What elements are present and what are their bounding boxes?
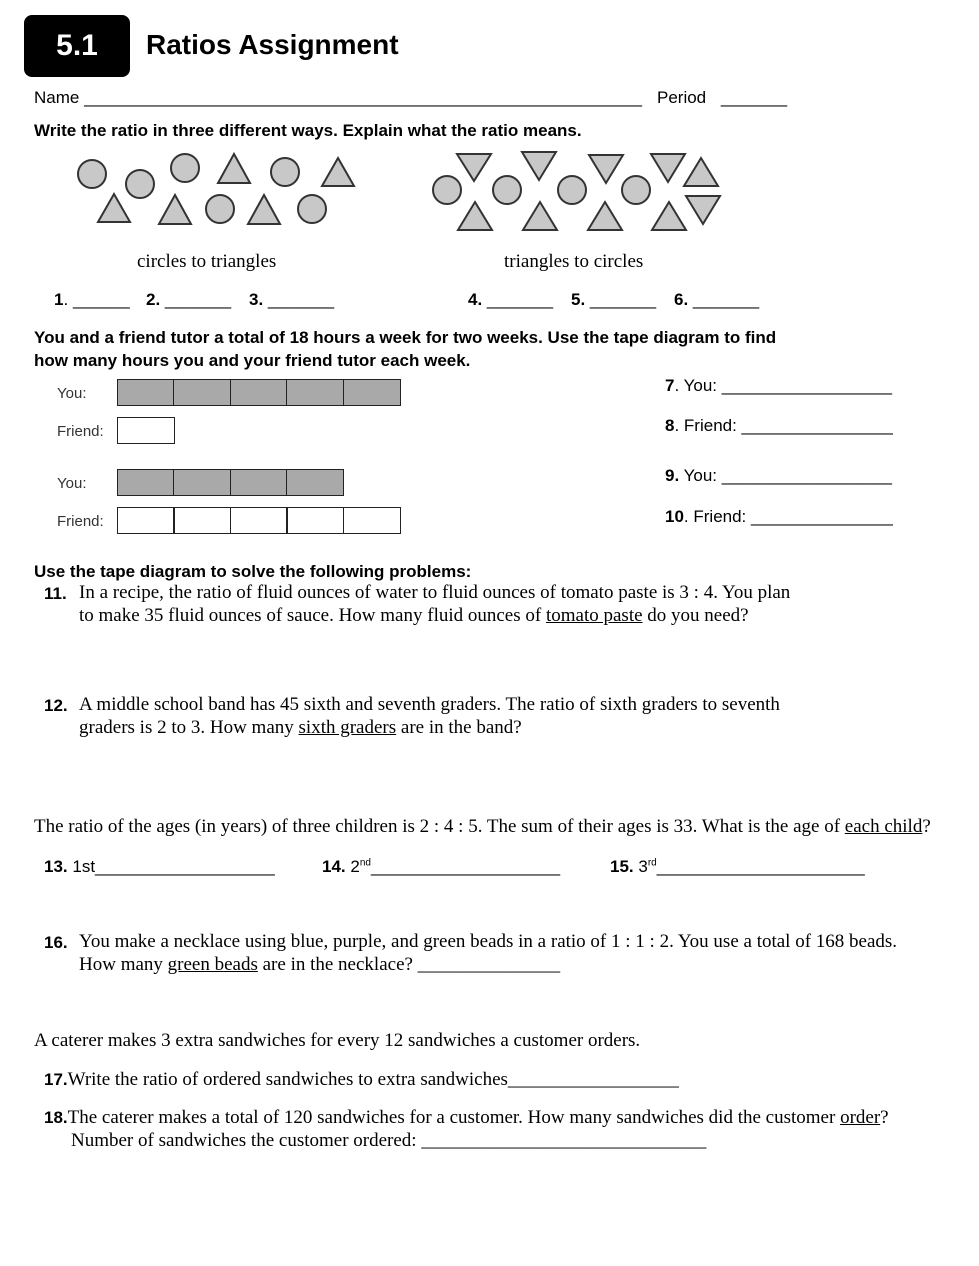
q17-num: 17. xyxy=(44,1070,68,1089)
q17[interactable] xyxy=(44,1069,679,1091)
tape-unit xyxy=(343,507,401,534)
part1-instruction: Write the ratio in three different ways. Explain what the ratio means. xyxy=(34,121,582,140)
q15-pre: 3 xyxy=(633,857,648,876)
ages-post: ? xyxy=(922,816,931,837)
triangle-shape xyxy=(457,154,491,181)
answer-6-num: 6. xyxy=(674,290,689,309)
ages-prompt xyxy=(34,816,931,838)
q12-line2 xyxy=(79,717,522,739)
q12-line2-pre: graders is 2 to 3. How many xyxy=(79,717,299,738)
q9-num: 9. xyxy=(665,466,680,485)
q15-post: ______________________ xyxy=(656,857,865,876)
q8-num: 8 xyxy=(665,416,675,435)
tape1-you xyxy=(118,379,401,406)
answer-1 xyxy=(54,290,130,310)
tape2-friend-label: Friend: xyxy=(57,513,104,530)
answer-5-blank[interactable]: _______ xyxy=(589,290,657,309)
q12-line2-underlined: sixth graders xyxy=(298,717,397,738)
answer-4 xyxy=(468,290,553,310)
tape-unit xyxy=(117,379,175,406)
answer-4-blank[interactable]: _______ xyxy=(486,290,554,309)
circle-shape xyxy=(171,154,199,182)
tape-unit xyxy=(286,507,344,534)
circle-shape xyxy=(622,176,650,204)
q8[interactable] xyxy=(665,416,893,436)
q16-line2 xyxy=(79,954,560,976)
triangle-shape xyxy=(98,194,130,222)
triangle-shape xyxy=(248,195,280,224)
tape2-you-label: You: xyxy=(57,475,87,492)
q14[interactable] xyxy=(322,857,560,877)
ages-pre: The ratio of the ages (in years) of three children is 2 : 4 : 5. The sum of their ages is 33. What is the age of xyxy=(34,816,845,837)
tape-unit xyxy=(117,469,175,496)
q15[interactable] xyxy=(610,857,865,877)
q14-sup: nd xyxy=(359,857,371,869)
triangle-shape xyxy=(322,158,354,186)
q13[interactable] xyxy=(44,857,275,877)
ages-underlined: each child xyxy=(844,816,923,837)
q14-post: ____________________ xyxy=(370,857,561,876)
answer-2-num: 2. xyxy=(146,290,161,309)
answer-6 xyxy=(674,290,759,310)
answer-3-num: 3. xyxy=(249,290,264,309)
triangle-shape xyxy=(522,152,556,180)
q11-line2-underlined: tomato paste xyxy=(545,605,643,626)
triangle-shape xyxy=(684,158,718,186)
triangle-shape xyxy=(159,195,191,224)
name-label: Name xyxy=(34,88,80,107)
q15-num: 15. xyxy=(610,857,634,876)
answer-1-num: 1 xyxy=(54,290,64,309)
answer-4-num: 4. xyxy=(468,290,483,309)
triangle-shape xyxy=(218,154,250,183)
answer-5 xyxy=(571,290,656,310)
tape-unit xyxy=(343,379,401,406)
page-title: Ratios Assignment xyxy=(146,29,399,60)
name-blank[interactable]: ___________________________________________________________ xyxy=(84,88,642,107)
tape-unit xyxy=(117,507,175,534)
q18-num: 18. xyxy=(44,1108,68,1127)
triangle-shape xyxy=(651,154,685,182)
circle-shape xyxy=(558,176,586,204)
caterer-prompt: A caterer makes 3 extra sandwiches for every 12 sandwiches a customer orders. xyxy=(34,1030,641,1051)
tape1-friend-label: Friend: xyxy=(57,423,104,440)
part3-instruction: Use the tape diagram to solve the following problems: xyxy=(34,562,472,581)
circle-shape xyxy=(271,158,299,186)
q15-sup: rd xyxy=(647,857,657,869)
q12-num: 12. xyxy=(44,696,68,715)
q14-pre: 2 xyxy=(345,857,360,876)
q18-line1 xyxy=(44,1107,889,1129)
q18-line1-underlined: order xyxy=(840,1107,881,1128)
q7[interactable] xyxy=(665,376,892,396)
tape-unit xyxy=(173,507,231,534)
tape2-you xyxy=(118,469,344,496)
tape-unit xyxy=(286,379,344,406)
q13-num: 13. xyxy=(44,857,68,876)
q7-text: . You: __________________ xyxy=(674,376,892,395)
q16-line1: You make a necklace using blue, purple, and green beads in a ratio of 1 : 1 : 2. You use a total of 168 beads. xyxy=(79,931,898,952)
circle-shape xyxy=(206,195,234,223)
period-blank[interactable]: _______ xyxy=(720,88,788,107)
q10[interactable] xyxy=(665,507,893,527)
q12-line1: A middle school band has 45 sixth and seventh graders. The ratio of sixth graders to seventh xyxy=(79,694,780,715)
caption-right: triangles to circles xyxy=(504,251,644,272)
circle-shape xyxy=(298,195,326,223)
tape1-friend xyxy=(118,417,175,444)
shapes-figure xyxy=(0,0,979,250)
tape-unit xyxy=(173,469,231,496)
answer-1-sep: . xyxy=(63,290,69,309)
q11-line2 xyxy=(79,605,749,627)
circle-shape xyxy=(493,176,521,204)
q18-line1-post: ? xyxy=(880,1107,889,1128)
q16-line2-pre: How many xyxy=(79,954,168,975)
circle-shape xyxy=(126,170,154,198)
tape-unit xyxy=(286,469,344,496)
q18-line1-pre: The caterer makes a total of 120 sandwiches for a customer. How many sandwiches did the customer xyxy=(67,1107,841,1128)
q13-text: 1st___________________ xyxy=(67,857,275,876)
triangle-shape xyxy=(523,202,557,230)
tape-unit xyxy=(173,379,231,406)
q9[interactable] xyxy=(665,466,892,486)
answer-5-num: 5. xyxy=(571,290,586,309)
q14-num: 14. xyxy=(322,857,346,876)
q8-text: . Friend: ________________ xyxy=(674,416,893,435)
q11-line2-pre: to make 35 fluid ounces of sauce. How many fluid ounces of xyxy=(79,605,546,626)
q10-num: 10 xyxy=(665,507,684,526)
q9-text: You: __________________ xyxy=(679,466,892,485)
q16-line2-underlined: green beads xyxy=(167,954,258,975)
part2-instruction-1: You and a friend tutor a total of 18 hours a week for two weeks. Use the tape diagram to find xyxy=(34,328,777,347)
answer-3 xyxy=(249,290,334,310)
triangle-shape xyxy=(588,202,622,230)
tape-unit xyxy=(230,379,288,406)
q18-line2[interactable]: Number of sandwiches the customer ordered: ______________________________ xyxy=(71,1130,707,1151)
q16-line2-post: are in the necklace? _______________ xyxy=(257,954,561,975)
q11-line1: In a recipe, the ratio of fluid ounces of water to fluid ounces of tomato paste is 3 : 4. You plan xyxy=(79,582,791,603)
circle-shape xyxy=(78,160,106,188)
circle-shape xyxy=(433,176,461,204)
answer-2-blank[interactable]: _______ xyxy=(164,290,232,309)
q17-text: Write the ratio of ordered sandwiches to extra sandwiches__________________ xyxy=(67,1069,679,1090)
q10-text: . Friend: _______________ xyxy=(683,507,893,526)
answer-1-blank[interactable]: ______ xyxy=(72,290,130,309)
tape-unit xyxy=(230,469,288,496)
part2-instruction-2: how many hours you and your friend tutor each week. xyxy=(34,351,471,370)
tape-unit xyxy=(230,507,288,534)
answer-3-blank[interactable]: _______ xyxy=(267,290,335,309)
q16-num: 16. xyxy=(44,933,68,952)
tape1-you-label: You: xyxy=(57,385,87,402)
triangle-shape xyxy=(458,202,492,230)
tape-unit xyxy=(117,417,175,444)
answer-6-blank[interactable]: _______ xyxy=(692,290,760,309)
triangle-shape xyxy=(652,202,686,230)
triangle-shape xyxy=(589,155,623,183)
tape2-friend xyxy=(118,507,401,534)
triangle-shape xyxy=(686,196,720,224)
q11-num: 11. xyxy=(44,584,67,603)
period-label: Period xyxy=(657,88,707,107)
section-number: 5.1 xyxy=(56,29,98,62)
q12-line2-post: are in the band? xyxy=(396,717,522,738)
caption-left: circles to triangles xyxy=(137,251,277,272)
q7-num: 7 xyxy=(665,376,675,395)
answer-2 xyxy=(146,290,231,310)
q11-line2-post: do you need? xyxy=(642,605,749,626)
